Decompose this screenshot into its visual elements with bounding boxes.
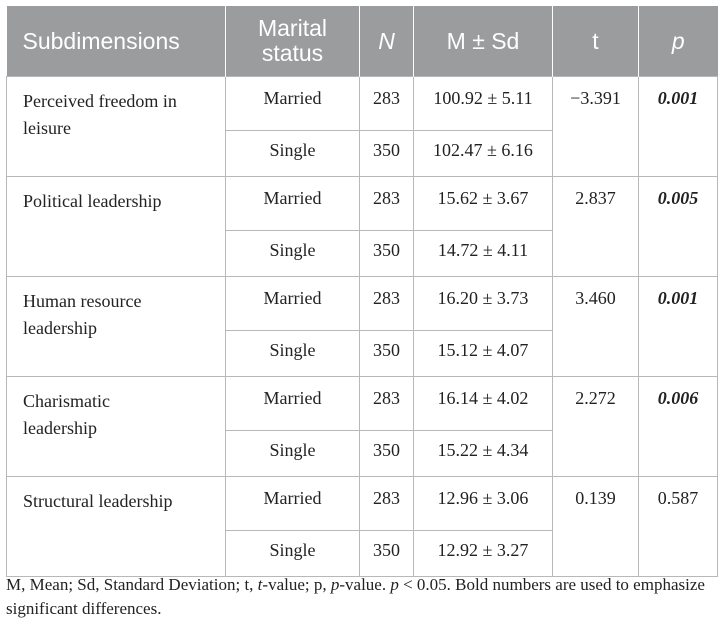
header-mean-sd: M ± Sd — [414, 6, 553, 77]
p-value-cell: 0.001 — [639, 277, 718, 377]
header-n: N — [360, 6, 414, 77]
marital-status-cell: Married — [226, 277, 360, 331]
marital-status-cell: Married — [226, 477, 360, 531]
footnote-part4: < 0.05. Bold numbers are used to emphasize significant differences. — [6, 575, 705, 618]
results-table-container — [6, 6, 717, 577]
subdimension-line1: Political leadership — [23, 191, 162, 211]
p-value-cell: 0.001 — [639, 77, 718, 177]
marital-status-cell: Married — [226, 377, 360, 431]
subdimension-line1: Charismatic — [23, 391, 110, 411]
header-subdimensions: Subdimensions — [7, 6, 226, 77]
header-marital-line1: Marital — [257, 15, 327, 41]
t-value-cell: 3.460 — [553, 277, 639, 377]
table-row — [7, 377, 718, 431]
n-cell: 283 — [360, 177, 414, 231]
n-cell: 350 — [360, 431, 414, 477]
mean-sd-cell: 15.12 ± 4.07 — [414, 331, 553, 377]
subdimension-cell — [7, 77, 226, 177]
n-cell: 283 — [360, 277, 414, 331]
mean-sd-cell: 16.20 ± 3.73 — [414, 277, 553, 331]
table-body — [7, 77, 718, 577]
table-row — [7, 477, 718, 531]
mean-sd-cell: 15.62 ± 3.67 — [414, 177, 553, 231]
subdimension-line2: leadership — [23, 418, 97, 438]
mean-sd-cell: 100.92 ± 5.11 — [414, 77, 553, 131]
p-value-cell: 0.005 — [639, 177, 718, 277]
footnote-p-italic-2: p — [390, 575, 399, 594]
t-value-cell: 2.837 — [553, 177, 639, 277]
subdimension-line2: leadership — [23, 318, 97, 338]
footnote-part3: -value. — [339, 575, 391, 594]
subdimension-cell — [7, 377, 226, 477]
p-value-cell: 0.587 — [639, 477, 718, 577]
mean-sd-cell: 12.92 ± 3.27 — [414, 531, 553, 577]
n-cell: 350 — [360, 231, 414, 277]
marital-status-cell: Single — [226, 331, 360, 377]
footnote-p-italic: p — [330, 575, 340, 594]
subdimension-cell — [7, 277, 226, 377]
results-table — [6, 6, 718, 577]
marital-status-cell: Single — [226, 231, 360, 277]
n-cell: 283 — [360, 377, 414, 431]
header-marital-status — [226, 6, 360, 77]
mean-sd-cell: 12.96 ± 3.06 — [414, 477, 553, 531]
table-header-row — [7, 6, 718, 77]
p-value-cell: 0.006 — [639, 377, 718, 477]
marital-status-cell: Married — [226, 77, 360, 131]
subdimension-line1: Human resource — [23, 291, 142, 311]
subdimension-line1: Perceived freedom in — [23, 91, 177, 111]
header-marital-line2: status — [261, 40, 324, 66]
mean-sd-cell: 14.72 ± 4.11 — [414, 231, 553, 277]
header-p: p — [639, 6, 718, 77]
mean-sd-cell: 15.22 ± 4.34 — [414, 431, 553, 477]
n-cell: 283 — [360, 477, 414, 531]
t-value-cell: 0.139 — [553, 477, 639, 577]
n-cell: 350 — [360, 331, 414, 377]
t-value-cell: 2.272 — [553, 377, 639, 477]
n-cell: 283 — [360, 77, 414, 131]
footnote-part2: -value; p, — [262, 575, 331, 594]
table-row — [7, 77, 718, 131]
subdimension-line2: leisure — [23, 118, 71, 138]
subdimension-line1: Structural leadership — [23, 491, 173, 511]
marital-status-cell: Single — [226, 131, 360, 177]
marital-status-cell: Married — [226, 177, 360, 231]
table-row — [7, 277, 718, 331]
header-t: t — [553, 6, 639, 77]
n-cell: 350 — [360, 531, 414, 577]
n-cell: 350 — [360, 131, 414, 177]
table-footnote — [6, 573, 717, 621]
mean-sd-cell: 16.14 ± 4.02 — [414, 377, 553, 431]
footnote-part1: M, Mean; Sd, Standard Deviation; t, — [6, 575, 258, 594]
mean-sd-cell: 102.47 ± 6.16 — [414, 131, 553, 177]
marital-status-cell: Single — [226, 431, 360, 477]
footnote-t-italic: t — [257, 575, 263, 594]
subdimension-cell — [7, 477, 226, 577]
subdimension-cell — [7, 177, 226, 277]
t-value-cell: −3.391 — [553, 77, 639, 177]
marital-status-cell: Single — [226, 531, 360, 577]
table-row — [7, 177, 718, 231]
